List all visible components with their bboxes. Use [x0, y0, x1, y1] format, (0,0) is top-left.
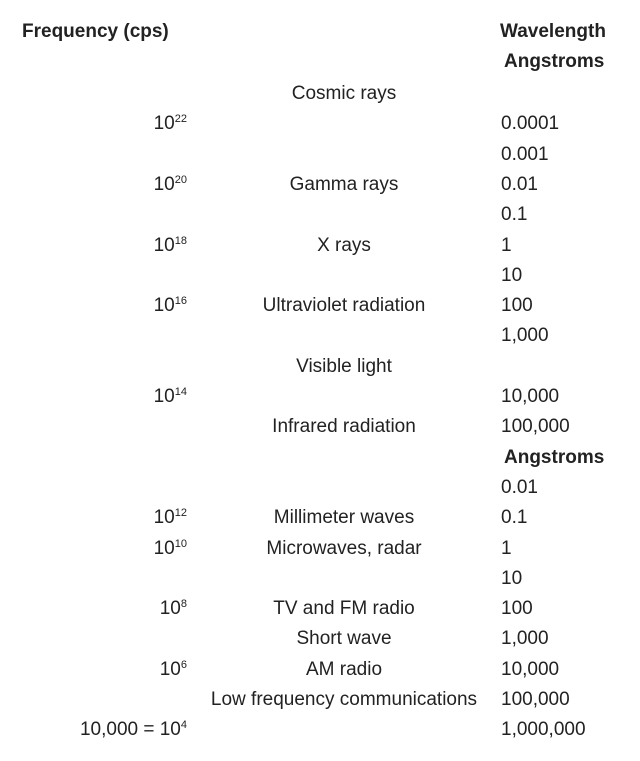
frequency-cell [154, 170, 187, 200]
wavelength-cell: 10 [501, 567, 523, 589]
wavelength-cell: 10 [501, 264, 523, 286]
frequency-cell [154, 291, 187, 321]
frequency-base: 10 [153, 507, 175, 529]
table-row [0, 594, 640, 624]
frequency-base: 10,000 = 10 [79, 719, 181, 741]
table-row [0, 321, 640, 351]
radiation-name: Short wave [296, 628, 392, 650]
wavelength-cell: 100,000 [501, 416, 570, 438]
frequency-base: 10 [153, 173, 175, 195]
radiation-name: Microwaves, radar [266, 537, 422, 559]
wavelength-cell: 1,000,000 [501, 719, 586, 741]
table-row [0, 231, 640, 261]
table-row [0, 79, 640, 109]
wavelength-cell: 1,000 [501, 628, 549, 650]
frequency-exponent: 12 [174, 507, 187, 520]
frequency-exponent: 18 [174, 234, 187, 247]
frequency-cell [154, 534, 187, 564]
wavelength-cell: 0.1 [501, 507, 528, 529]
table-row [0, 382, 640, 412]
wavelength-cell: 0.01 [501, 476, 538, 498]
frequency-base: 10 [159, 658, 181, 680]
table-row [0, 170, 640, 200]
frequency-base: 10 [153, 295, 175, 317]
radiation-name: TV and FM radio [273, 598, 415, 620]
frequency-cell [154, 109, 187, 139]
table-row [0, 291, 640, 321]
frequency-cell [154, 503, 187, 533]
radiation-name: Infrared radiation [272, 416, 416, 438]
table-row [0, 685, 640, 715]
radiation-name: AM radio [305, 658, 383, 680]
wavelength-cell: 0.001 [501, 143, 549, 165]
table-row [0, 715, 640, 745]
frequency-exponent: 20 [174, 173, 187, 186]
table-row [0, 261, 640, 291]
frequency-cell [160, 594, 187, 624]
frequency-exponent: 22 [174, 113, 187, 126]
wavelength-cell: 1 [501, 234, 512, 256]
frequency-base: 10 [153, 537, 175, 559]
table-row [0, 412, 640, 442]
table-row [0, 140, 640, 170]
frequency-exponent: 8 [180, 598, 187, 611]
wavelength-cell: 100,000 [501, 689, 570, 710]
wavelength-cell: 0.1 [501, 204, 528, 226]
frequency-base: 10 [159, 598, 181, 620]
frequency-exponent: 10 [174, 537, 187, 550]
frequency-exponent: 6 [180, 658, 187, 671]
wavelength-cell: 10,000 [501, 658, 560, 680]
frequency-base: 10 [153, 386, 175, 407]
frequency-header: Frequency (cps) [22, 21, 169, 42]
radiation-name: Ultraviolet radiation [262, 295, 426, 317]
wavelength-cell: 1,000 [501, 325, 549, 347]
radiation-name: Gamma rays [289, 173, 399, 195]
table-row [0, 655, 640, 685]
frequency-exponent: 4 [180, 719, 187, 732]
wavelength-cell: 100 [501, 295, 533, 317]
wavelength-cell: 100 [501, 598, 533, 620]
table-row [0, 109, 640, 139]
radiation-name: Millimeter waves [273, 507, 415, 529]
table-row [0, 443, 640, 473]
wavelength-cell: 1 [501, 537, 512, 559]
frequency-base: 10 [153, 113, 175, 135]
table-row [0, 624, 640, 654]
frequency-exponent: 16 [174, 295, 187, 308]
wavelength-header: Wavelength [500, 21, 606, 42]
table-row [0, 352, 640, 382]
radiation-name: Visible light [296, 355, 392, 377]
table-row [0, 503, 640, 533]
wavelength-cell: 0.01 [501, 173, 538, 195]
wavelength-cell: 10,000 [501, 386, 560, 407]
table-row [0, 534, 640, 564]
frequency-exponent: 14 [174, 386, 187, 398]
table-row [0, 200, 640, 230]
frequency-cell [154, 231, 187, 261]
frequency-cell [80, 715, 187, 745]
frequency-base: 10 [153, 234, 175, 256]
radiation-name: Low frequency communications [210, 689, 478, 710]
table-row [0, 473, 640, 503]
radiation-name: Cosmic rays [291, 83, 397, 104]
table-row [0, 564, 640, 594]
wavelength-unit-label: Angstroms [504, 446, 605, 468]
wavelength-cell: 0.0001 [501, 113, 560, 135]
frequency-cell [160, 655, 187, 685]
wavelength-unit-header: Angstroms [504, 51, 605, 72]
radiation-name: X rays [317, 234, 371, 256]
frequency-cell [154, 382, 187, 412]
